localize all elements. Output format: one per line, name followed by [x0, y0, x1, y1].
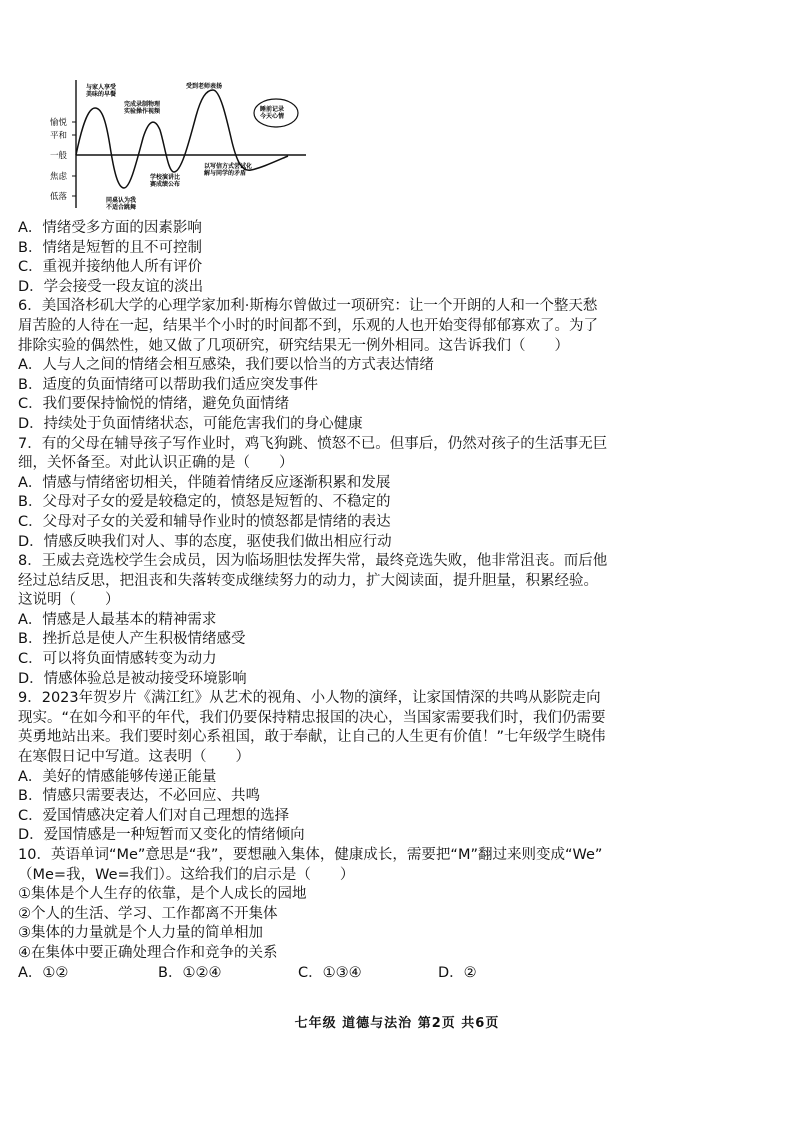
annotation-speech-2: 赛成绩公布 — [150, 181, 181, 188]
q10-stem-line-2: （Me=我，We=我们）。这给我们的启示是（ ） — [18, 866, 355, 883]
q6-stem-line-3: 排除实验的偶然性，她又做了几项研究，研究结果无一例外相同。这告诉我们（ ） — [18, 337, 569, 354]
q10-statement-1: ①集体是个人生存的依靠，是个人成长的园地 — [18, 886, 307, 903]
q6-option-c: C．我们要保持愉悦的情绪，避免负面情绪 — [18, 396, 290, 413]
q5-option-a: A．情绪受多方面的因素影响 — [18, 220, 202, 236]
q8-stem-line-1: 8．王威去竞选校学生会成员，因为临场胆怯发挥失常，最终竞选失败，他非常沮丧。而后他 — [18, 553, 608, 570]
q7-stem-line-2: 细，关怀备至。对此认识正确的是（ ） — [18, 455, 294, 472]
q10-statement-4: ④在集体中要正确处理合作和竞争的关系 — [18, 944, 278, 961]
q8-stem-line-2: 经过总结反思，把沮丧和失落转变成继续努力的动力，扩大阅读面，提升胆量，积累经验。 — [18, 572, 598, 589]
q10-option-c: C．①③④ — [298, 964, 362, 981]
q5-option-c: C．重视并接纳他人所有评价 — [18, 259, 203, 276]
level-label-calm: 平和 — [50, 131, 68, 141]
annotation-letter-2: 解与同学的矛盾 — [204, 170, 247, 177]
annotation-letter-1: 以写信方式尝试化 — [204, 163, 253, 170]
q8-stem-line-3: 这说明（ ） — [18, 592, 120, 609]
q9-option-b: B．情感只需要表达，不必回应、共鸣 — [18, 788, 260, 805]
q5-option-b: B．情绪是短暂的且不可控制 — [18, 239, 202, 256]
annotation-breakfast-1: 与家人享受 — [86, 84, 117, 91]
q8-option-d: D．情感体验总是被动接受环境影响 — [18, 670, 247, 687]
q6-stem-line-2: 眉苦脸的人待在一起，结果半个小时的时间都不到，乐观的人也开始变得郁郁寡欢了。为了 — [18, 317, 598, 334]
q6-option-a: A．人与人之间的情绪会相互感染，我们要以恰当的方式表达情绪 — [18, 357, 434, 374]
q9-stem-line-1: 9．2023年贺岁片《满江红》从艺术的视角、小人物的演绎，让家国情深的共鸣从影院走向 — [18, 690, 601, 707]
annotation-praise: 受到老师表扬 — [186, 83, 223, 90]
q9-option-d: D．爱国情感是一种短暂而又变化的情绪倾向 — [18, 827, 305, 844]
q8-option-b: B．挫折总是使人产生积极情绪感受 — [18, 631, 246, 648]
q9-option-c: C．爱国情感决定着人们对自己理想的选择 — [18, 807, 290, 824]
annotation-speech-1: 学校演讲比 — [150, 174, 181, 181]
page-footer: 七年级 道德与法治 第2页 共6页 — [294, 1016, 500, 1031]
q9-option-a: A．美好的情感能够传递正能量 — [18, 768, 217, 785]
annotation-video-1: 完成录制物理 — [124, 101, 161, 108]
question-content — [18, 219, 784, 983]
mood-curve-svg — [48, 76, 310, 216]
annotation-video-2: 实验操作视频 — [124, 108, 161, 115]
level-label-low: 低落 — [50, 192, 68, 202]
q7-stem-line-1: 7．有的父母在辅导孩子写作业时，鸡飞狗跳、愤怒不已。但事后，仍然对孩子的生活事无巨 — [18, 435, 608, 452]
annotation-breakfast-2: 美味的早餐 — [86, 91, 117, 98]
q9-stem-line-4: 在寒假日记中写道。这表明（ ） — [18, 749, 250, 766]
q7-option-b: B．父母对子女的爱是较稳定的，愤怒是短暂的、不稳定的 — [18, 494, 391, 511]
q6-option-d: D．持续处于负面情绪状态，可能危害我们的身心健康 — [18, 415, 363, 432]
q10-stem-line-1: 10．英语单词“Me”意思是“我”，要想融入集体，健康成长，需要把“M”翻过来则变成“We” — [18, 847, 603, 863]
q10-option-a: A．①② — [18, 964, 69, 981]
annotation-dance-1: 同桌认为我 — [106, 197, 137, 204]
q7-option-c: C．父母对子女的关爱和辅导作业时的愤怒都是情绪的表达 — [18, 513, 391, 530]
q8-option-a: A．情感是人最基本的精神需求 — [18, 611, 217, 628]
q9-stem-line-2: 现实。“在如今和平的年代，我们仍要保持精忠报国的决心，当国家需要我们时，我们仍需要 — [18, 709, 606, 726]
q5-option-d: D．学会接受一段友谊的淡出 — [18, 278, 204, 295]
q10-statement-3: ③集体的力量就是个人力量的简单相加 — [18, 925, 263, 942]
q6-stem-line-1: 6．美国洛杉矶大学的心理学家加利·斯梅尔曾做过一项研究：让一个开朗的人和一个整天愁 — [18, 298, 598, 315]
mood-curve-chart — [48, 76, 310, 216]
q8-option-c: C．可以将负面情感转变为动力 — [18, 651, 217, 668]
q7-option-a: A．情感与情绪密切相关，伴随着情绪反应逐渐积累和发展 — [18, 474, 391, 491]
annotation-diary-2: 今天心情 — [260, 113, 285, 120]
level-label-anxious: 焦虑 — [50, 172, 68, 182]
q10-statement-2: ②个人的生活、学习、工作都离不开集体 — [18, 905, 278, 922]
level-label-normal: 一般 — [50, 151, 68, 161]
q6-option-b: B．适度的负面情绪可以帮助我们适应突发事件 — [18, 376, 318, 393]
level-label-joy: 愉悦 — [50, 118, 68, 128]
annotation-dance-2: 不适合跳舞 — [106, 204, 137, 211]
q7-option-d: D．情感反映我们对人、事的态度，驱使我们做出相应行动 — [18, 533, 392, 550]
q10-option-b: B．①②④ — [158, 964, 222, 981]
mood-curve-line — [76, 90, 288, 188]
q10-option-d: D．② — [438, 964, 477, 981]
q9-stem-line-3: 英勇地站出来。我们要时刻心系祖国，敢于奉献，让自己的人生更有价值！”七年级学生晓伟 — [18, 729, 606, 746]
annotation-diary-1: 睡前记录 — [260, 106, 285, 113]
q10-options-row — [18, 964, 784, 984]
